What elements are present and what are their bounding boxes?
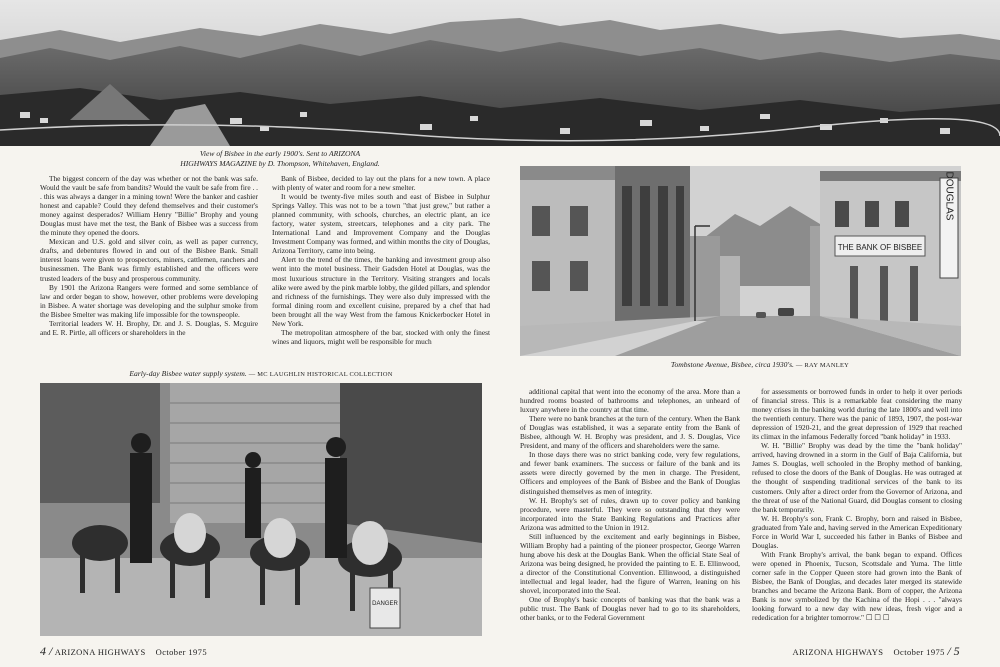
bisbee-panorama-photo: [0, 0, 1000, 146]
water-caption: [40, 369, 482, 380]
water-caption-text: Early-day Bisbee water supply system.: [129, 369, 247, 378]
street-caption: [560, 360, 960, 371]
street-caption-text: Tombstone Avenue, Bisbee, circa 1930's.: [670, 360, 794, 369]
article-column-3: [520, 387, 740, 640]
paragraph: With Frank Brophy's arrival, the bank began to expand. Offices were opened in Phoenix, Tucson, Scottsdale and Yuma. The little corner safe in the Copper Queen store had grown into the Bank of Bisbee, the Bank of Douglas, and decades later merged its statewide branches and became the Arizona Bank. Born of copper, the Arizona Bank is now symbolized by the Kachina of the Hopi . . . "always looking forward to a new day with new ideas, fresh vigor and a rededication for a brighter tomorrow." ☐ ☐ ☐: [752, 549, 962, 623]
paragraph: Alert to the trend of the times, the banking and investment group also went into the motel business. Their Gadsden Hotel at Douglas, was the most luxurious structure in the Territory. Visiting strangers and locals alike were awed by the pink marble lobby, the gilded pillars, and splendor and richness of the furnishings. They were also duly impressed with the formal dining room and excellent cuisine, prepared by a chef that had been brought all the way West from the famous Knickerbocker Hotel in New York.: [272, 255, 490, 328]
panorama-illustration: [0, 0, 1000, 146]
street-caption-credit: — RAY MANLEY: [795, 362, 850, 369]
left-folio-text: ARIZONA HIGHWAYS October 1975: [54, 647, 207, 657]
paragraph: Bank of Bisbee, decided to lay out the plans for a new town. A place with plenty of water and room for a new smelter.: [272, 174, 490, 193]
right-folio-text: ARIZONA HIGHWAYS October 1975: [792, 647, 945, 657]
water-supply-illustration: [40, 383, 482, 636]
panorama-caption-line1: View of Bisbee in the early 1900's. Sent to ARIZONA: [199, 149, 361, 158]
paragraph: Territorial leaders W. H. Brophy, Dr. and J. S. Douglas, S. Mcguire and E. R. Pirtle, all officers or shareholders in the: [40, 318, 258, 337]
box-sign-text: DANGER: [372, 601, 398, 607]
paragraph: By 1901 the Arizona Rangers were formed and some semblance of law and order began to show, however, other problems were developing in Bisbee. A water shortage was developing and the sulphur smoke from the Bisbee Smelter was making life impossible for the townspeople.: [40, 282, 258, 319]
bank-sign-text: THE BANK OF BISBEE: [837, 243, 923, 252]
paragraph: Still influenced by the excitement and early beginnings in Bisbee, William Brophy had a painting of the pioneer prospector, George Warren hung above his desk at the Douglas Bank. When the official State Seal of Arizona was being designed, he provided the painting to E. E. Ellinwood, a director of the Constitutional Convention. Ellinwood, a distinguished intellectual and legal leader, had the figure of Warren, leaning on his shovel, incorporated into the Seal.: [520, 531, 740, 596]
paragraph: It would be twenty-five miles south and east of Bisbee in Sulphur Springs Valley. This was not to be a town "that just grew," but rather a planned community, with schools, churches, an electric plant, an ice factory, water system, streetcars, telephones and a city park. The International Land and Improvement Company and the Douglas Investment Company was formed, and within months the city of Douglas, Arizona Territory, came into being.: [272, 192, 490, 256]
right-folio: ARIZONA HIGHWAYS October 1975 / 5: [792, 644, 960, 658]
water-supply-photo: [40, 383, 482, 636]
water-caption-credit: — MC LAUGHLIN HISTORICAL COLLECTION: [248, 371, 393, 378]
panorama-caption: [100, 149, 460, 168]
paragraph: W. H. Brophy's set of rules, drawn up to cover policy and banking procedure, were masterful. They were so outstanding that they were incorporated into the State Banking Regulations and Practices after Arizona was admitted to the Union in 1912.: [520, 495, 740, 532]
panorama-caption-line2: HIGHWAYS MAGAZINE by D. Thompson, Whitehaven, England.: [180, 158, 380, 168]
paragraph: for assessments or borrowed funds in order to help it over periods of financial stress. This is a remarkable feat considering the many money crises in the banking world during the late 1800's and well into the twentieth century. There was the panic of 1893, 1907, the post-war depression of 1920-21, and the great depression of 1929 that reached its climax in the infamous Federally forced "bank holiday" in 1933.: [752, 387, 962, 442]
paragraph: The biggest concern of the day was whether or not the bank was safe. Would the vault be safe from bandits? Would the vault be safe from fire . . . this was always a danger in a mining town! Were the banker and cashier honest and capable? Could they defend themselves and their customer's money against desperados? William Henry "Billie" Brophy and young Douglas must have met the test, the Bank of Bisbee was a success from the minute they opened the doors.: [40, 174, 258, 238]
paragraph: additional capital that went into the economy of the area. More than a hundred rooms boasted of bathrooms and telephones, an unheard of luxury anywhere in the country at that time.: [520, 387, 740, 415]
paragraph: The metropolitan atmosphere of the bar, stocked with only the finest wines and liquors, might well be responsible for much: [272, 327, 490, 346]
article-column-4: [752, 387, 962, 640]
street-illustration: [520, 166, 961, 356]
paragraph: In those days there was no strict banking code, very few regulations, and fewer bank examiners. The success or failure of the bank and its assets were directly governed by the men in charge. The President, Officers and employees of the Bank of Bisbee and the Bank of Douglas distinguished themselves as men of integrity.: [520, 450, 740, 496]
tombstone-avenue-photo: [520, 166, 961, 356]
paragraph: W. H. "Billie" Brophy was dead by the time the "bank holiday" arrived, having drowned in a storm in the Gulf of Baja California, but James S. Douglas, well schooled in the Brophy method of banking, refused to close the doors of the Bank of Douglas. He was outraged at the thought of suspending traditional services of the bank to its customers. Only after a direct order from the Governor of Arizona, and the threat of use of the National Guard, did Douglas consent to closing the bank temporarily.: [752, 441, 962, 514]
article-column-1: [40, 174, 258, 362]
paragraph: There were no bank branches at the turn of the century. When the Bank of Douglas was established, it was a separate entity from the Bank of Bisbee, although W. H. Brophy was president, and J. S. Douglas, Vice President, and many of the officers and shareholders were the same.: [520, 414, 740, 451]
left-folio: 4 / ARIZONA HIGHWAYS October 1975: [40, 644, 207, 658]
right-page-number: 5: [953, 644, 960, 658]
left-page-number: 4: [40, 644, 47, 658]
paragraph: W. H. Brophy's son, Frank C. Brophy, born and raised in Bisbee, graduated from Yale and, having served in the American Expeditionary Force in World War I, succeeded his father in Banks of Bisbee and Douglas.: [752, 513, 962, 550]
douglas-sign-text: DOUGLAS: [943, 171, 955, 221]
paragraph: Mexican and U.S. gold and silver coin, as well as paper currency, drafts, and debentures flowed in and out of the Bisbee Bank. Small interest loans were given to prospectors, miners, cattlemen, ranchers and businessmen. The Bank was firmly established and the officers were trusted leaders of the busy and prosperous community.: [40, 237, 258, 283]
article-column-2: [272, 174, 490, 362]
paragraph: One of Brophy's basic concepts of banking was that the bank was a public trust. The Bank of Douglas never had to go to its shareholders, other banks, or to the Federal Government: [520, 595, 740, 623]
